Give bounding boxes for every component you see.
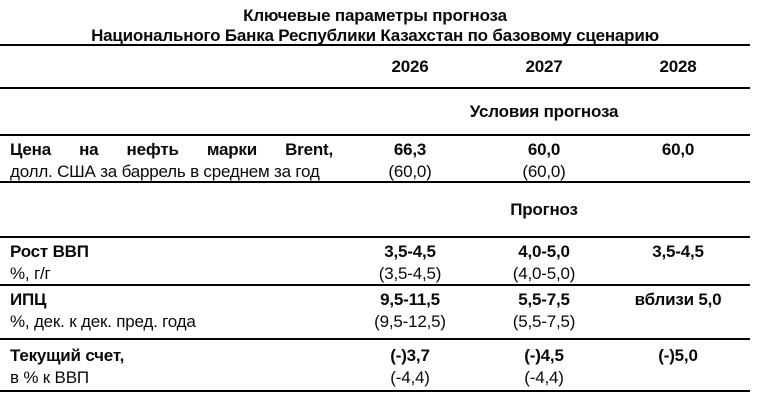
value-main: 3,5-4,5 [652, 242, 704, 261]
row-gdp-growth [0, 238, 750, 286]
value-main: (-)3,7 [390, 346, 430, 365]
row-label-main: Цена на нефть марки Brent, [10, 140, 333, 159]
value-sub: (4,0-5,0) [512, 264, 576, 283]
row-label-main: Рост ВВП [10, 242, 89, 261]
value-main: вблизи 5,0 [634, 290, 722, 309]
value-cell-2027 [477, 345, 611, 390]
value-sub: (60,0) [388, 162, 432, 181]
row-label-main: ИПЦ [10, 290, 47, 309]
value-cell-2026 [343, 345, 477, 390]
year-column-2028: 2028 [659, 56, 697, 76]
value-sub: (5,5-7,5) [512, 312, 576, 331]
row-label-sub: долл. США за баррель в среднем за год [10, 162, 320, 181]
row-brent-price [0, 136, 750, 183]
year-header-row [0, 46, 750, 89]
title-line-2: Национального Банка Республики Казахстан по базовому сценарию [91, 26, 659, 45]
row-label-sub: %, г/г [10, 264, 51, 283]
value-cell-2028 [611, 289, 745, 338]
value-cell-2026 [343, 241, 477, 285]
value-cell-2027 [477, 241, 611, 285]
value-main: 60,0 [527, 140, 561, 159]
row-label-brent [0, 139, 343, 183]
title-line-1: Ключевые параметры прогноза [243, 6, 507, 25]
year-column-2026: 2026 [391, 56, 429, 76]
value-sub: (9,5-12,5) [374, 312, 446, 331]
value-sub: (-4,4) [390, 368, 430, 387]
row-label-current-account [0, 345, 343, 390]
value-main: 3,5-4,5 [384, 242, 436, 261]
value-cell-2026 [343, 289, 477, 338]
value-main: 4,0-5,0 [518, 242, 570, 261]
value-cell-2026 [343, 139, 477, 183]
section-title-conditions: Условия прогноза [469, 101, 619, 121]
value-sub: (60,0) [522, 162, 566, 181]
value-cell-2027 [477, 289, 611, 338]
row-label-gdp [0, 241, 343, 285]
value-cell-2028 [611, 139, 745, 183]
section-header-conditions [0, 89, 750, 136]
row-current-account [0, 340, 750, 392]
value-main: 9,5-11,5 [380, 290, 440, 309]
value-cell-2027 [477, 139, 611, 183]
section-header-forecast [0, 183, 750, 238]
table-title [0, 0, 750, 46]
row-label-sub: %, дек. к дек. пред. года [10, 312, 196, 331]
row-cpi [0, 286, 750, 340]
value-sub: (-4,4) [524, 368, 564, 387]
value-main: 5,5-7,5 [518, 290, 570, 309]
row-label-main: Текущий счет, [10, 346, 125, 365]
value-main: 60,0 [661, 140, 695, 159]
value-main: (-)5,0 [658, 346, 698, 365]
section-title-forecast: Прогноз [510, 199, 578, 219]
year-column-2027: 2027 [525, 56, 563, 76]
value-main: (-)4,5 [524, 346, 564, 365]
row-label-cpi [0, 289, 343, 338]
row-label-sub: в % к ВВП [10, 368, 89, 387]
value-sub: (3,5-4,5) [378, 264, 442, 283]
value-main: 66,3 [393, 140, 427, 159]
value-cell-2028 [611, 241, 745, 285]
value-cell-2028 [611, 345, 745, 390]
